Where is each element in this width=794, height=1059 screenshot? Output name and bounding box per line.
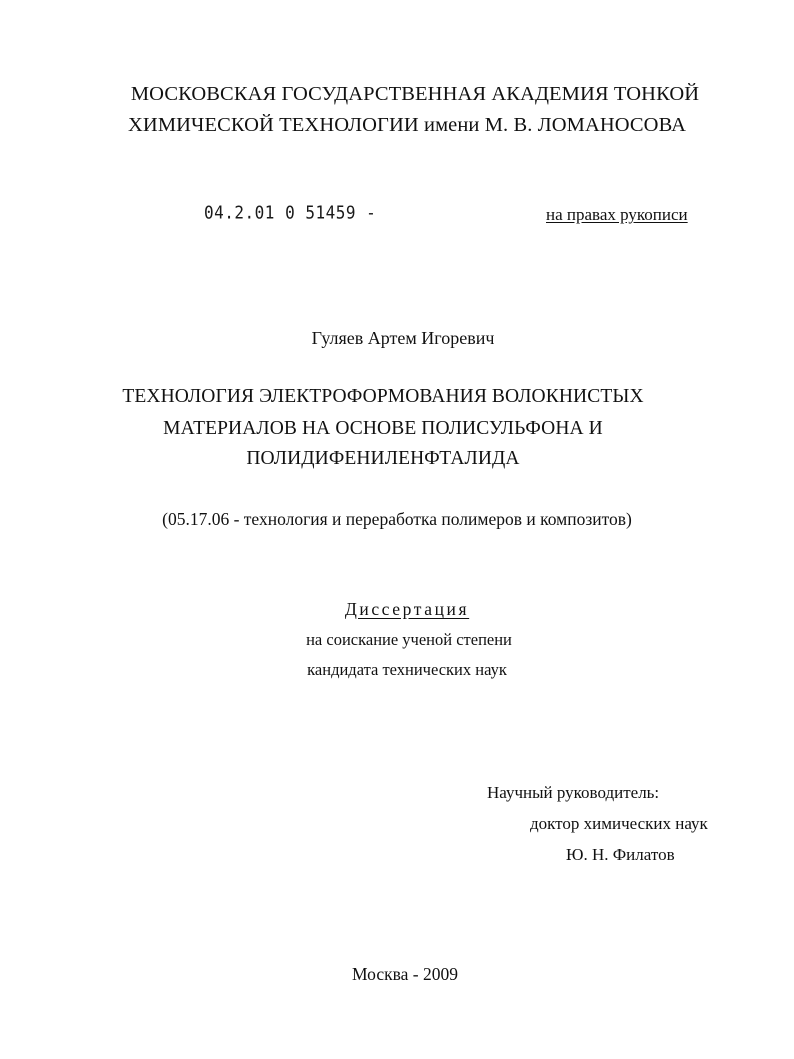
degree-line-2: кандидата технических наук: [307, 660, 507, 679]
thesis-title-line-2: МАТЕРИАЛОВ НА ОСНОВЕ ПОЛИСУЛЬФОНА И: [163, 418, 603, 439]
specialty-code: (05.17.06 - технология и переработка полимеров и композитов): [162, 509, 632, 529]
author-name: Гуляев Артем Игоревич: [311, 328, 495, 348]
document-type-label: Диссертация: [344, 599, 470, 619]
advisor-degree: доктор химических наук: [530, 814, 708, 833]
thesis-title-line-1: ТЕХНОЛОГИЯ ЭЛЕКТРОФОРМОВАНИЯ ВОЛОКНИСТЫХ: [122, 386, 644, 407]
institution-line-2: ХИМИЧЕСКОЙ ТЕХНОЛОГИИ имени М. В. ЛОМАНОСОВА: [128, 114, 686, 136]
institution-line-1: МОСКОВСКАЯ ГОСУДАРСТВЕННАЯ АКАДЕМИЯ ТОНКОЙ: [130, 83, 700, 105]
registration-stamp: 04.2.01 0 51459 -: [204, 201, 377, 224]
advisor-name: Ю. Н. Филатов: [566, 845, 675, 864]
advisor-title: Научный руководитель:: [487, 783, 660, 802]
city-year: Москва - 2009: [352, 964, 458, 984]
thesis-title-line-3: ПОЛИДИФЕНИЛЕНФТАЛИДА: [246, 448, 520, 469]
degree-line-1: на соискание ученой степени: [306, 630, 512, 649]
manuscript-note: на правах рукописи: [546, 205, 688, 224]
